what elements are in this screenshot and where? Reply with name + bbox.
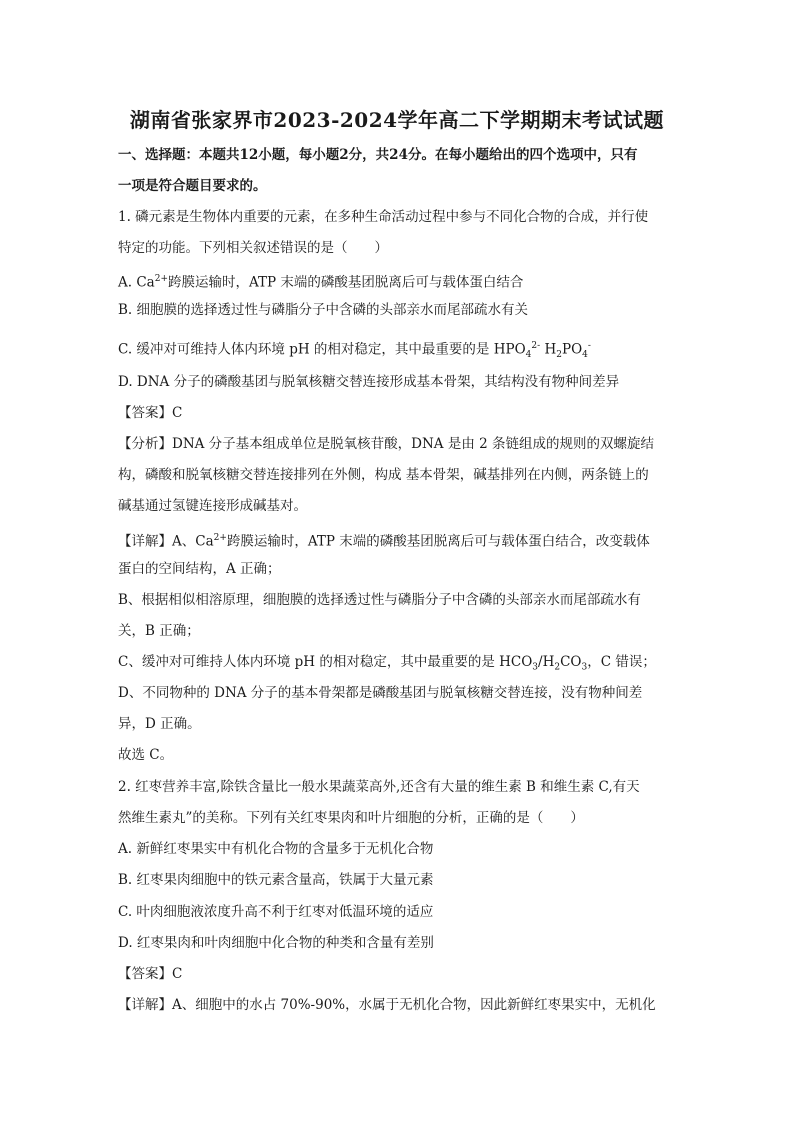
q1-stem-line-1: 1. 磷元素是生物体内重要的元素，在多种生命活动过程中参与不同化合物的合成，并行使 bbox=[118, 209, 649, 225]
section-instructions-line-2: 一项是符合题目要求的。 bbox=[118, 178, 267, 194]
q1-detail-b-line-1: B、根据相似相溶原理，细胞膜的选择透过性与磷脂分子中含磷的头部亲水而尾部疏水有 bbox=[118, 592, 641, 608]
q2-answer: 【答案】C bbox=[118, 966, 183, 982]
q1-analysis-line-2: 构，磷酸和脱氧核糖交替连接排列在外侧，构成 基本骨架，碱基排列在内侧，两条链上的 bbox=[118, 467, 649, 483]
q2-detail-line-1: 【详解】A、细胞中的水占 70%-90%，水属于无机化合物，因此新鲜红枣果实中，无机化 bbox=[118, 997, 656, 1013]
q1-detail-d-line-2: 异，D 正确。 bbox=[118, 716, 201, 732]
q1-option-b: B. 细胞膜的选择透过性与磷脂分子中含磷的头部亲水而尾部疏水有关 bbox=[118, 302, 529, 318]
q1-analysis-line-3: 碱基通过氢键连接形成碱基对。 bbox=[118, 498, 307, 514]
q2-stem-line-1: 2. 红枣营养丰富,除铁含量比一般水果蔬菜高外,还含有大量的维生素 B 和维生素 C,有天 bbox=[118, 779, 640, 795]
q2-option-a: A. 新鲜红枣果实中有机化合物的含量多于无机化合物 bbox=[118, 841, 434, 857]
q2-option-c: C. 叶肉细胞液浓度升高不利于红枣对低温环境的适应 bbox=[118, 904, 434, 920]
page-title: 湖南省张家界市2023-2024学年高二下学期期末考试试题 bbox=[129, 108, 665, 132]
q2-option-b: B. 红枣果肉细胞中的铁元素含量高，铁属于大量元素 bbox=[118, 872, 434, 888]
q1-option-d: D. DNA 分子的磷酸基团与脱氧核糖交替连接形成基本骨架，其结构没有物种间差异 bbox=[118, 374, 620, 390]
q1-detail-c: C、缓冲对可维持人体内环境 pH 的相对稳定，其中最重要的是 $HCO_3/H_2CO_3$，C 错误； bbox=[118, 654, 656, 673]
q2-option-d: D. 红枣果肉和叶肉细胞中化合物的种类和含量有差别 bbox=[118, 935, 434, 951]
q1-option-a: A. $Ca^{2+}$跨膜运输时，ATP 末端的磷酸基团脱离后可与载体蛋白结合 bbox=[118, 274, 524, 291]
q1-analysis-line-1: 【分析】DNA 分子基本组成单位是脱氧核苷酸，DNA 是由 2 条链组成的规则的双螺旋结 bbox=[118, 436, 655, 452]
q1-answer: 【答案】C bbox=[118, 405, 183, 421]
q1-detail-b-line-2: 关，B 正确； bbox=[118, 623, 200, 639]
q1-option-c: C. 缓冲对可维持人体内环境 pH 的相对稳定，其中最重要的是 $HPO_4^{2-}$ $H_2PO_4^-$ bbox=[118, 341, 591, 361]
q1-conclusion: 故选 C。 bbox=[118, 747, 174, 763]
q1-detail-d-line-1: D、不同物种的 DNA 分子的基本骨架都是磷酸基团与脱氧核糖交替连接，没有物种间差 bbox=[118, 685, 643, 701]
q1-detail-a-line-1: 【详解】A、$Ca^{2+}$跨膜运输时，ATP 末端的磷酸基团脱离后可与载体蛋白结合，改变载体 bbox=[118, 533, 650, 550]
section-instructions-line-1: 一、选择题：本题共12小题，每小题2分，共24分。在每小题给出的四个选项中，只有 bbox=[118, 147, 638, 163]
q2-stem-line-2: 然维生素丸”的美称。下列有关红枣果肉和叶片细胞的分析，正确的是（ ） bbox=[118, 810, 584, 826]
q1-stem-line-2: 特定的功能。下列相关叙述错误的是（ ） bbox=[118, 240, 388, 256]
q1-detail-a-line-2: 蛋白的空间结构，A 正确； bbox=[118, 561, 281, 577]
